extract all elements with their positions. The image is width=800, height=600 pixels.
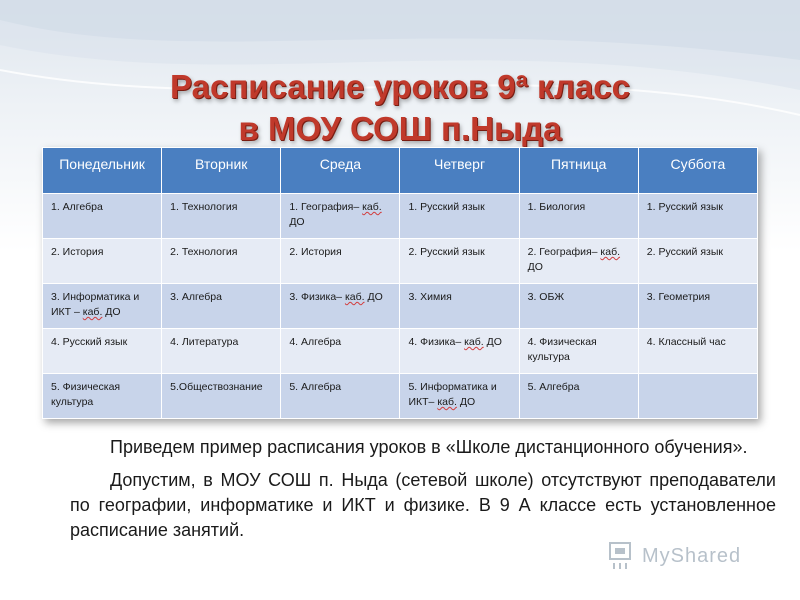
cell-text-suffix: ДО — [483, 336, 502, 348]
cell-text-spellcheck: каб. — [600, 246, 621, 258]
cell-text: 1. Технология — [170, 201, 238, 213]
table-cell — [638, 284, 757, 329]
table-cell — [162, 239, 281, 284]
timetable-header-row — [43, 148, 758, 194]
cell-text: 1. География– — [289, 201, 363, 213]
table-cell — [162, 374, 281, 419]
cell-text-spellcheck: каб. — [82, 306, 103, 318]
cell-text: 2. Русский язык — [408, 246, 485, 258]
table-row — [43, 194, 758, 239]
cell-text-suffix: ДО — [364, 291, 383, 303]
table-cell — [43, 239, 162, 284]
cell-text: 3. Алгебра — [170, 291, 222, 303]
table-row — [43, 329, 758, 374]
cell-text-spellcheck: каб. — [344, 291, 365, 303]
timetable-table — [42, 147, 758, 419]
table-cell — [519, 329, 638, 374]
table-cell — [43, 329, 162, 374]
cell-text: 3. Информатика и ИКТ – — [51, 291, 140, 318]
table-cell — [638, 194, 757, 239]
table-cell — [43, 194, 162, 239]
cell-text: 3. Геометрия — [646, 291, 711, 303]
cell-text: 4. Классный час — [646, 336, 726, 348]
column-header: Пятница — [519, 148, 638, 194]
cell-text-spellcheck: каб. — [464, 336, 484, 348]
timetable-body — [43, 194, 758, 419]
table-cell — [162, 284, 281, 329]
table-cell — [281, 374, 400, 419]
table-row — [43, 239, 758, 284]
table-cell — [519, 194, 638, 239]
cell-text: 3. Химия — [408, 291, 452, 303]
table-cell — [281, 239, 400, 284]
table-cell — [519, 284, 638, 329]
cell-text-suffix: ДО — [456, 396, 476, 408]
table-cell — [281, 329, 400, 374]
cell-text: 4. Русский язык — [51, 336, 128, 348]
cell-text-suffix: ДО — [289, 216, 305, 228]
cell-text: 3. ОБЖ — [527, 291, 565, 303]
cell-text-suffix: ДО — [527, 261, 543, 273]
timetable — [42, 147, 758, 419]
table-cell — [638, 374, 757, 419]
cell-text: 4. Алгебра — [289, 336, 342, 348]
column-header: Вторник — [162, 148, 281, 194]
cell-text-spellcheck: каб. — [362, 201, 382, 213]
cell-text: 5. Физическая культура — [51, 381, 121, 408]
cell-text: 1. Русский язык — [646, 201, 723, 213]
table-cell — [400, 239, 519, 284]
cell-text: 5. Информатика и ИКТ– — [408, 381, 497, 408]
cell-text: 2. История — [51, 246, 104, 258]
cell-text: 4. Физика– — [408, 336, 465, 348]
table-cell — [281, 284, 400, 329]
cell-text: 5.Обществознание — [170, 381, 263, 393]
cell-text: 4. Физическая культура — [527, 336, 597, 363]
table-cell — [519, 374, 638, 419]
cell-text-suffix: ДО — [102, 306, 121, 318]
table-cell — [43, 374, 162, 419]
cell-text: 1. Алгебра — [51, 201, 103, 213]
description-paragraph-1: Приведем пример расписания уроков в «Школе дистанционного обучения». — [110, 437, 748, 457]
table-cell — [400, 329, 519, 374]
column-header: Понедельник — [43, 148, 162, 194]
cell-text: 3. Физика– — [289, 291, 345, 303]
table-cell — [400, 194, 519, 239]
column-header: Среда — [281, 148, 400, 194]
cell-text-spellcheck: каб. — [437, 396, 457, 408]
watermark-text: MyShared — [642, 545, 742, 567]
cell-text: 2. Русский язык — [646, 246, 723, 258]
cell-text: 1. Русский язык — [408, 201, 485, 213]
cell-text: 1. Биология — [527, 201, 586, 213]
watermark — [608, 537, 778, 577]
column-header: Четверг — [400, 148, 519, 194]
cell-text: 5. Алгебра — [289, 381, 342, 393]
column-header: Суббота — [638, 148, 757, 194]
table-cell — [43, 284, 162, 329]
cell-text: 5. Алгебра — [527, 381, 580, 393]
cell-text: 4. Литература — [170, 336, 239, 348]
cell-text: 2. География– — [527, 246, 601, 258]
cell-text: 2. Технология — [170, 246, 238, 258]
table-cell — [638, 239, 757, 284]
table-cell — [638, 329, 757, 374]
table-cell — [162, 329, 281, 374]
table-row — [43, 374, 758, 419]
watermark-logo-icon — [608, 541, 634, 571]
description-paragraph-2: Допустим, в МОУ СОШ п. Ныда (сетевой школе) отсутствуют преподаватели по географии, информатике и ИКТ и физике. В 9 А классе есть установленное расписание занятий. — [70, 470, 776, 540]
cell-text: 2. История — [289, 246, 342, 258]
table-cell — [400, 284, 519, 329]
table-cell — [400, 374, 519, 419]
slide-title — [0, 66, 800, 150]
table-cell — [162, 194, 281, 239]
table-cell — [519, 239, 638, 284]
table-cell — [281, 194, 400, 239]
description — [70, 435, 776, 551]
slide-title-line-1: Расписание уроков 9ª класс — [170, 68, 630, 105]
table-row — [43, 284, 758, 329]
slide-title-line-2: в МОУ СОШ п.Ныда — [238, 110, 562, 147]
